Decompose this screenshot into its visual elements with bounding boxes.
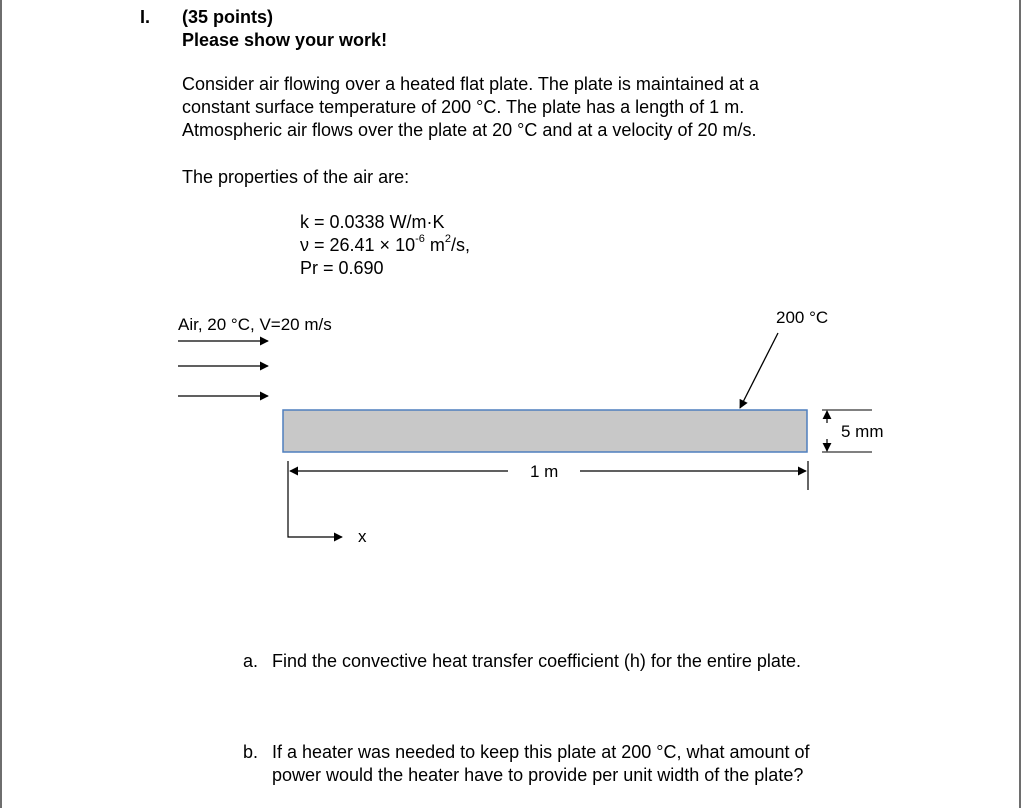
property-pr: Pr = 0.690: [300, 258, 384, 278]
property-nu-unit: m: [424, 235, 445, 255]
question-b-line-2: power would the heater have to provide per unit width of the plate?: [272, 765, 804, 785]
description-line-2: constant surface temperature of 200 °C. The plate has a length of 1 m.: [182, 97, 745, 117]
property-nu-unit-rest: /s,: [451, 235, 471, 255]
question-b-line-1: If a heater was needed to keep this plate at 200 °C, what amount of: [272, 742, 810, 762]
x-axis-arrow: [288, 486, 342, 537]
thickness-label: 5 mm: [841, 422, 884, 441]
properties-intro: The properties of the air are:: [182, 167, 410, 187]
problem-instruction: Please show your work!: [182, 30, 388, 50]
description-line-3: Atmospheric air flows over the plate at 20 °C and at a velocity of 20 m/s.: [182, 120, 757, 140]
air-label: Air, 20 °C, V=20 m/s: [178, 315, 332, 334]
problem-points: (35 points): [182, 7, 274, 27]
surface-temp-label: 200 °C: [776, 308, 829, 327]
heated-plate: [283, 410, 807, 452]
property-nu-exponent: -6: [415, 233, 425, 245]
property-nu-prefix: ν = 26.41 × 10: [300, 235, 416, 255]
surface-temp-leader-arrow: [740, 333, 778, 408]
question-a-letter: a.: [243, 651, 259, 671]
x-axis-label: x: [358, 527, 367, 546]
question-b-letter: b.: [243, 742, 259, 762]
property-nu-unit-exponent: 2: [444, 233, 451, 245]
question-a-text: Find the convective heat transfer coefficient (h) for the entire plate.: [272, 651, 801, 671]
description-line-1: Consider air flowing over a heated flat plate. The plate is maintained at a: [182, 74, 760, 94]
length-label: 1 m: [530, 462, 559, 481]
problem-number: I.: [140, 7, 151, 27]
property-k: k = 0.0338 W/m·K: [300, 212, 445, 232]
